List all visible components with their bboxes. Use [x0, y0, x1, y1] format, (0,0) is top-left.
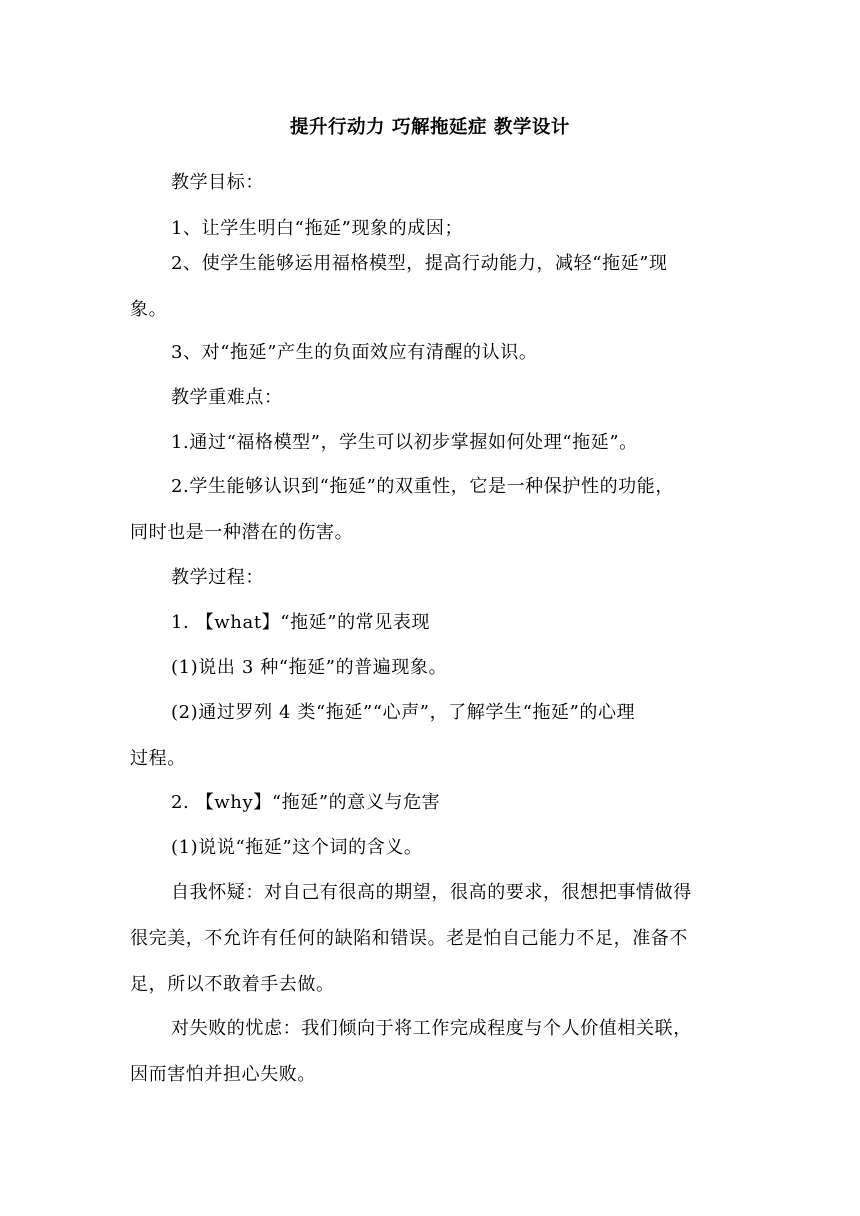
text-line: 教学目标：	[171, 172, 264, 193]
paragraph-teaching-goals-heading	[130, 160, 730, 206]
paragraph-fear-of-failure	[130, 1006, 730, 1098]
text-line: (1)说出 3 种“拖延”的普遍现象。	[171, 657, 448, 678]
text-line: 2. 【why】“拖延”的意义与危害	[171, 792, 441, 813]
paragraph-process-heading	[130, 555, 730, 601]
text-line: 1.通过“福格模型”，学生可以初步掌握如何处理“拖延”。	[171, 432, 638, 453]
paragraph-what-item-1	[130, 645, 730, 691]
text-line: 很完美，不允许有任何的缺陷和错误。老是怕自己能力不足，准备不	[130, 928, 688, 949]
paragraph-goal-3	[130, 330, 730, 376]
text-line: 足，所以不敢着手去做。	[130, 974, 335, 995]
paragraph-section-what	[130, 600, 730, 646]
paragraph-why-item-1	[130, 825, 730, 871]
text-line: 1. 【what】“拖延”的常见表现	[171, 612, 431, 633]
paragraph-self-doubt	[130, 870, 730, 1008]
paragraph-what-item-2	[130, 690, 730, 782]
document-title: 提升行动力 巧解拖延症 教学设计	[290, 117, 570, 138]
text-line: 教学过程：	[171, 567, 264, 588]
paragraph-goal-2	[130, 241, 730, 333]
text-line: 对失败的忧虑：我们倾向于将工作完成程度与个人价值相关联，	[171, 1018, 692, 1039]
text-line: (1)说说“拖延”这个词的含义。	[171, 837, 423, 858]
text-line: 同时也是一种潜在的伤害。	[130, 522, 354, 543]
text-line: 3、对“拖延”产生的负面效应有清醒的认识。	[171, 342, 538, 363]
text-line: (2)通过罗列 4 类“拖延”“心声”，了解学生“拖延”的心理	[171, 702, 636, 723]
text-line: 象。	[130, 299, 168, 320]
text-line: 过程。	[130, 748, 186, 769]
text-line: 教学重难点：	[171, 387, 283, 408]
text-line: 2.学生能够认识到“拖延”的双重性，它是一种保护性的功能，	[171, 476, 674, 497]
text-line: 因而害怕并担心失败。	[130, 1064, 316, 1085]
paragraph-section-why	[130, 780, 730, 826]
paragraph-key-point-1	[130, 420, 730, 466]
text-line: 2、使学生能够运用福格模型，提高行动能力，减轻“拖延”现	[171, 253, 668, 274]
paragraph-key-points-heading	[130, 375, 730, 421]
paragraph-key-point-2	[130, 464, 730, 556]
text-line: 自我怀疑：对自己有很高的期望，很高的要求，很想把事情做得	[171, 882, 692, 903]
text-line: 1、让学生明白“拖延”现象的成因；	[171, 218, 464, 239]
